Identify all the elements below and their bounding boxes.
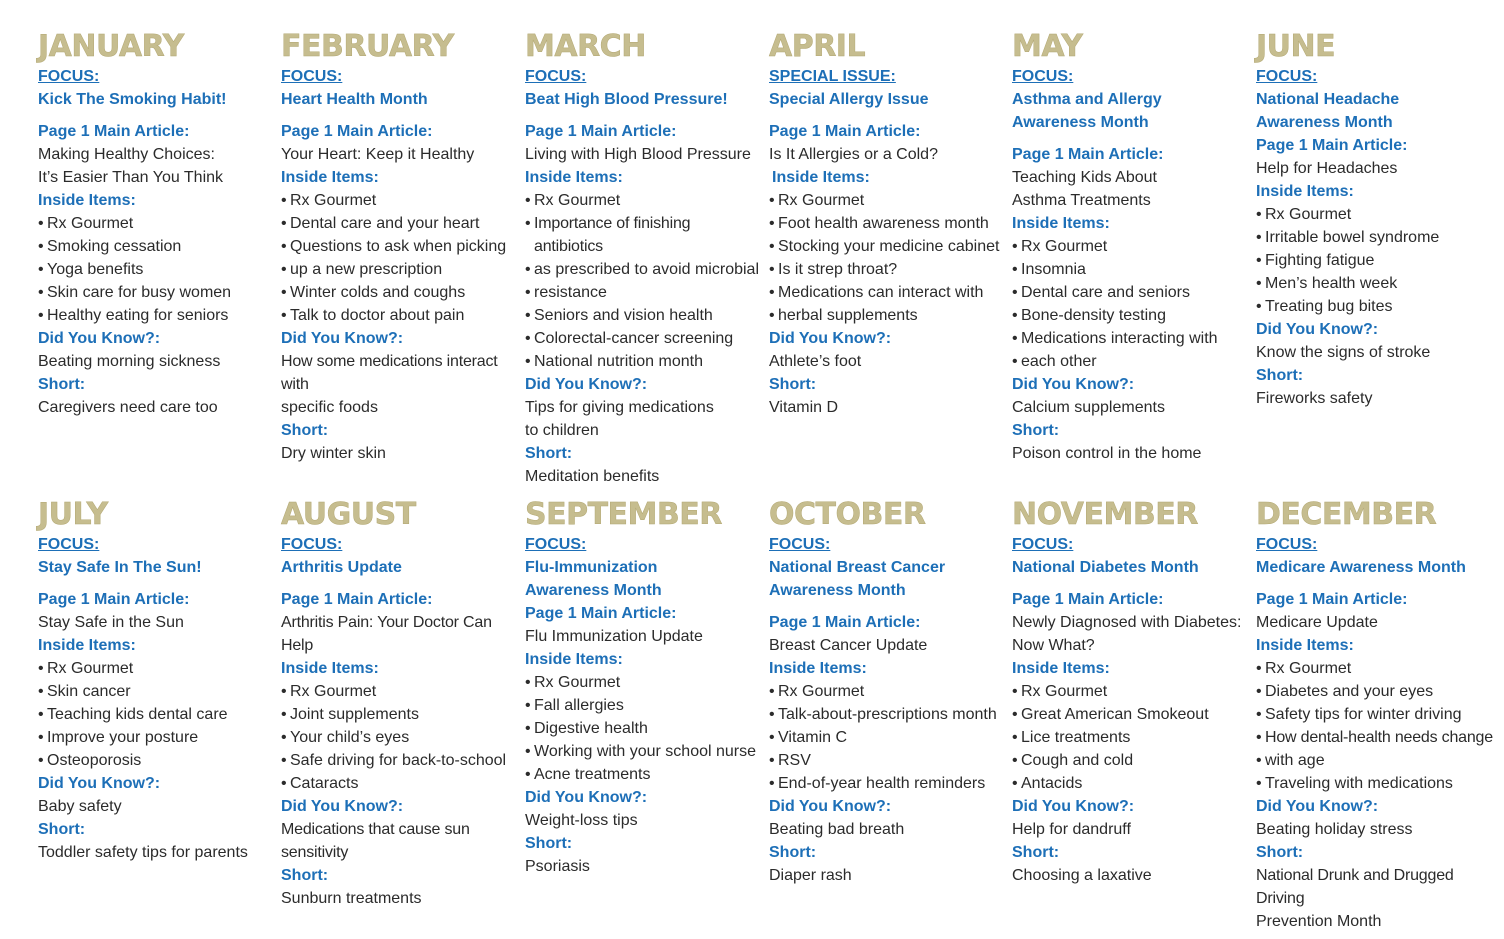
focus-text: National Headache bbox=[1256, 91, 1400, 108]
list-item: • Working with your school nurse bbox=[525, 740, 763, 763]
main-article-label: Page 1 Main Article: bbox=[1256, 591, 1408, 608]
focus-text: Flu-Immunization bbox=[525, 559, 658, 576]
short-text: Fireworks safety bbox=[1256, 390, 1373, 407]
list-item: • Men’s health week bbox=[1256, 272, 1494, 295]
list-item: • Rx Gourmet bbox=[769, 189, 1007, 212]
focus-label: FOCUS: bbox=[525, 68, 587, 85]
main-article-label: Page 1 Main Article: bbox=[525, 605, 677, 622]
list-item: • Antacids bbox=[1012, 772, 1250, 795]
focus-text: National Diabetes Month bbox=[1012, 559, 1199, 576]
list-item: • Acne treatments bbox=[525, 763, 763, 786]
focus-text: Awareness Month bbox=[769, 582, 906, 599]
short-label: Short: bbox=[1256, 844, 1304, 861]
list-item: • Rx Gourmet bbox=[769, 680, 1007, 703]
month-title: JUNE bbox=[1256, 29, 1336, 64]
list-item: • Irritable bowel syndrome bbox=[1256, 226, 1494, 249]
short-label: Short: bbox=[769, 376, 817, 393]
main-article-line: Breast Cancer Update bbox=[769, 637, 928, 654]
focus-label: FOCUS: bbox=[1256, 68, 1318, 85]
focus-text: Beat High Blood Pressure! bbox=[525, 91, 728, 108]
inside-items-list bbox=[281, 680, 519, 795]
inside-items-label: Inside Items: bbox=[281, 169, 379, 186]
list-item: • Skin cancer bbox=[38, 680, 276, 703]
short-label: Short: bbox=[525, 835, 573, 852]
month-title: SEPTEMBER bbox=[525, 497, 722, 532]
month-april bbox=[769, 31, 1007, 419]
list-item: • Medications can interact with bbox=[769, 281, 1007, 304]
focus-label: FOCUS: bbox=[769, 536, 831, 553]
list-item: • End-of-year health reminders bbox=[769, 772, 1007, 795]
month-title: APRIL bbox=[769, 29, 866, 64]
focus-label: FOCUS: bbox=[281, 68, 343, 85]
inside-items-label: Inside Items: bbox=[772, 169, 870, 186]
focus-text: Asthma and Allergy bbox=[1012, 91, 1162, 108]
list-item: • Safety tips for winter driving bbox=[1256, 703, 1494, 726]
main-article-label: Page 1 Main Article: bbox=[769, 614, 921, 631]
list-item: • Rx Gourmet bbox=[525, 671, 763, 694]
did-you-know-label: Did You Know?: bbox=[525, 789, 648, 806]
list-item: • Talk-about-prescriptions month bbox=[769, 703, 1007, 726]
focus-text: Medicare Awareness Month bbox=[1256, 559, 1466, 576]
focus-text: Awareness Month bbox=[1256, 114, 1393, 131]
inside-items-label: Inside Items: bbox=[1256, 183, 1354, 200]
did-you-know-label: Did You Know?: bbox=[525, 376, 648, 393]
month-october bbox=[769, 499, 1007, 887]
did-you-know-text: Baby safety bbox=[38, 798, 122, 815]
did-you-know-label: Did You Know?: bbox=[1256, 798, 1379, 815]
short-text: Sunburn treatments bbox=[281, 890, 422, 907]
list-item: • Great American Smokeout bbox=[1012, 703, 1250, 726]
focus-label: FOCUS: bbox=[1256, 536, 1318, 553]
main-article-line: Living with High Blood Pressure bbox=[525, 146, 751, 163]
list-item: • Safe driving for back-to-school bbox=[281, 749, 519, 772]
month-title: JANUARY bbox=[38, 29, 184, 64]
did-you-know-label: Did You Know?: bbox=[1256, 321, 1379, 338]
did-you-know-text: Medications that cause sun sensitivity bbox=[281, 821, 470, 861]
list-item: • Fighting fatigue bbox=[1256, 249, 1494, 272]
main-article-line: Stay Safe in the Sun bbox=[38, 614, 184, 631]
short-text: National Drunk and Drugged Driving bbox=[1256, 867, 1454, 907]
inside-items-label: Inside Items: bbox=[769, 660, 867, 677]
list-item: • Teaching kids dental care bbox=[38, 703, 276, 726]
list-item: • Rx Gourmet bbox=[38, 212, 276, 235]
main-article-line: Your Heart: Keep it Healthy bbox=[281, 146, 475, 163]
month-december bbox=[1256, 499, 1494, 933]
main-article-line: Arthritis Pain: Your Doctor Can Help bbox=[281, 614, 492, 654]
list-item: • Bone-density testing bbox=[1012, 304, 1250, 327]
short-label: Short: bbox=[769, 844, 817, 861]
month-january bbox=[38, 31, 276, 419]
focus-label: FOCUS: bbox=[38, 68, 100, 85]
list-item: • Rx Gourmet bbox=[281, 189, 519, 212]
list-item: • Importance of finishing antibiotics bbox=[525, 212, 763, 258]
list-item: • How dental-health needs change bbox=[1256, 726, 1494, 749]
short-text: Choosing a laxative bbox=[1012, 867, 1152, 884]
month-february bbox=[281, 31, 519, 465]
inside-items-label: Inside Items: bbox=[281, 660, 379, 677]
focus-label: FOCUS: bbox=[1012, 68, 1074, 85]
did-you-know-text: Help for dandruff bbox=[1012, 821, 1131, 838]
list-item: • Skin care for busy women bbox=[38, 281, 276, 304]
month-may bbox=[1012, 31, 1250, 465]
did-you-know-label: Did You Know?: bbox=[38, 775, 161, 792]
did-you-know-label: Did You Know?: bbox=[769, 330, 892, 347]
main-article-line: Teaching Kids About bbox=[1012, 169, 1157, 186]
short-text: Psoriasis bbox=[525, 858, 590, 875]
focus-text: Arthritis Update bbox=[281, 559, 402, 576]
short-text: Dry winter skin bbox=[281, 445, 386, 462]
month-title: NOVEMBER bbox=[1012, 497, 1198, 532]
main-article-label: Page 1 Main Article: bbox=[1012, 591, 1164, 608]
list-item-continued: • herbal supplements bbox=[769, 304, 1007, 327]
main-article-label: Page 1 Main Article: bbox=[1012, 146, 1164, 163]
inside-items-label: Inside Items: bbox=[525, 169, 623, 186]
main-article-label: Page 1 Main Article: bbox=[38, 591, 190, 608]
inside-items-list bbox=[1012, 680, 1250, 795]
month-september bbox=[525, 499, 763, 878]
did-you-know-text: Calcium supplements bbox=[1012, 399, 1165, 416]
list-item: • Joint supplements bbox=[281, 703, 519, 726]
main-article-label: Page 1 Main Article: bbox=[525, 123, 677, 140]
list-item: • National nutrition month bbox=[525, 350, 763, 373]
did-you-know-text: specific foods bbox=[281, 399, 378, 416]
list-item: • RSV bbox=[769, 749, 1007, 772]
month-july bbox=[38, 499, 276, 864]
month-title: DECEMBER bbox=[1256, 497, 1437, 532]
inside-items-list bbox=[38, 212, 276, 327]
inside-items-list bbox=[1256, 657, 1494, 795]
focus-text: National Breast Cancer bbox=[769, 559, 946, 576]
short-text: Diaper rash bbox=[769, 867, 852, 884]
inside-items-label: Inside Items: bbox=[1012, 215, 1110, 232]
list-item: • Dental care and your heart bbox=[281, 212, 519, 235]
list-item-continued: • as prescribed to avoid microbial bbox=[525, 258, 763, 281]
list-item: • Rx Gourmet bbox=[281, 680, 519, 703]
inside-items-list bbox=[1012, 235, 1250, 373]
did-you-know-text: How some medications interact with bbox=[281, 353, 498, 393]
short-text: Caregivers need care too bbox=[38, 399, 218, 416]
list-item: • Rx Gourmet bbox=[525, 189, 763, 212]
list-item: • Winter colds and coughs bbox=[281, 281, 519, 304]
list-item: • Your child’s eyes bbox=[281, 726, 519, 749]
list-item: • Medications interacting with bbox=[1012, 327, 1250, 350]
inside-items-list bbox=[1256, 203, 1494, 318]
focus-label: FOCUS: bbox=[38, 536, 100, 553]
list-item: • Rx Gourmet bbox=[38, 657, 276, 680]
did-you-know-text: Know the signs of stroke bbox=[1256, 344, 1431, 361]
main-article-line: It’s Easier Than You Think bbox=[38, 169, 224, 186]
focus-text: Awareness Month bbox=[525, 582, 662, 599]
inside-items-list bbox=[769, 189, 1007, 327]
month-title: FEBRUARY bbox=[281, 29, 454, 64]
did-you-know-label: Did You Know?: bbox=[769, 798, 892, 815]
month-november bbox=[1012, 499, 1250, 887]
list-item: • Insomnia bbox=[1012, 258, 1250, 281]
special-issue-label: SPECIAL ISSUE: bbox=[769, 68, 896, 85]
list-item: • Fall allergies bbox=[525, 694, 763, 717]
month-august bbox=[281, 499, 519, 910]
list-item: • Improve your posture bbox=[38, 726, 276, 749]
short-text: Poison control in the home bbox=[1012, 445, 1202, 462]
list-item: • Traveling with medications bbox=[1256, 772, 1494, 795]
list-item-continued: • up a new prescription bbox=[281, 258, 519, 281]
focus-text: Stay Safe In The Sun! bbox=[38, 559, 202, 576]
list-item: • Diabetes and your eyes bbox=[1256, 680, 1494, 703]
inside-items-label: Inside Items: bbox=[38, 192, 136, 209]
list-item: • Colorectal-cancer screening bbox=[525, 327, 763, 350]
list-item: • Talk to doctor about pain bbox=[281, 304, 519, 327]
inside-items-label: Inside Items: bbox=[525, 651, 623, 668]
focus-text: Kick The Smoking Habit! bbox=[38, 91, 227, 108]
did-you-know-text: Tips for giving medications bbox=[525, 399, 714, 416]
list-item: • Cough and cold bbox=[1012, 749, 1250, 772]
list-item: • Stocking your medicine cabinet bbox=[769, 235, 1007, 258]
did-you-know-text: to children bbox=[525, 422, 599, 439]
short-label: Short: bbox=[1256, 367, 1304, 384]
inside-items-list bbox=[525, 189, 763, 373]
list-item-continued: • resistance bbox=[525, 281, 763, 304]
month-title: OCTOBER bbox=[769, 497, 926, 532]
short-text: Meditation benefits bbox=[525, 468, 660, 485]
list-item: • Vitamin C bbox=[769, 726, 1007, 749]
short-label: Short: bbox=[281, 422, 329, 439]
focus-text: Heart Health Month bbox=[281, 91, 428, 108]
month-title: AUGUST bbox=[281, 497, 416, 532]
list-item: • Smoking cessation bbox=[38, 235, 276, 258]
month-title: MARCH bbox=[525, 29, 646, 64]
main-article-line: Help for Headaches bbox=[1256, 160, 1398, 177]
did-you-know-label: Did You Know?: bbox=[1012, 376, 1135, 393]
inside-items-list bbox=[38, 657, 276, 772]
main-article-line: Medicare Update bbox=[1256, 614, 1378, 631]
list-item: • Healthy eating for seniors bbox=[38, 304, 276, 327]
month-june bbox=[1256, 31, 1494, 410]
list-item: • Lice treatments bbox=[1012, 726, 1250, 749]
list-item: • Questions to ask when picking bbox=[281, 235, 519, 258]
inside-items-list bbox=[525, 671, 763, 786]
list-item: • Yoga benefits bbox=[38, 258, 276, 281]
main-article-line: Flu Immunization Update bbox=[525, 628, 703, 645]
list-item: • Cataracts bbox=[281, 772, 519, 795]
short-text: Vitamin D bbox=[769, 399, 839, 416]
inside-items-list bbox=[281, 189, 519, 327]
short-label: Short: bbox=[1012, 422, 1060, 439]
inside-items-list bbox=[769, 680, 1007, 795]
inside-items-label: Inside Items: bbox=[1012, 660, 1110, 677]
did-you-know-label: Did You Know?: bbox=[1012, 798, 1135, 815]
short-label: Short: bbox=[38, 376, 86, 393]
short-text: Prevention Month bbox=[1256, 913, 1382, 930]
main-article-label: Page 1 Main Article: bbox=[38, 123, 190, 140]
main-article-line: Now What? bbox=[1012, 637, 1095, 654]
inside-items-label: Inside Items: bbox=[1256, 637, 1354, 654]
list-item: • Treating bug bites bbox=[1256, 295, 1494, 318]
did-you-know-text: Athlete’s foot bbox=[769, 353, 862, 370]
focus-label: FOCUS: bbox=[281, 536, 343, 553]
main-article-label: Page 1 Main Article: bbox=[281, 591, 433, 608]
list-item: • Foot health awareness month bbox=[769, 212, 1007, 235]
inside-items-label: Inside Items: bbox=[38, 637, 136, 654]
short-label: Short: bbox=[525, 445, 573, 462]
main-article-line: Newly Diagnosed with Diabetes: bbox=[1012, 614, 1242, 631]
list-item: • Rx Gourmet bbox=[1256, 657, 1494, 680]
focus-text: Awareness Month bbox=[1012, 114, 1149, 131]
focus-text: Special Allergy Issue bbox=[769, 91, 929, 108]
main-article-line: Asthma Treatments bbox=[1012, 192, 1151, 209]
short-text: Toddler safety tips for parents bbox=[38, 844, 248, 861]
main-article-line: Making Healthy Choices: bbox=[38, 146, 215, 163]
main-article-line: Is It Allergies or a Cold? bbox=[769, 146, 938, 163]
main-article-label: Page 1 Main Article: bbox=[281, 123, 433, 140]
main-article-label: Page 1 Main Article: bbox=[1256, 137, 1408, 154]
short-label: Short: bbox=[38, 821, 86, 838]
did-you-know-label: Did You Know?: bbox=[38, 330, 161, 347]
list-item-continued: • with age bbox=[1256, 749, 1494, 772]
focus-label: FOCUS: bbox=[1012, 536, 1074, 553]
short-label: Short: bbox=[281, 867, 329, 884]
list-item: • Rx Gourmet bbox=[1012, 235, 1250, 258]
list-item: • Rx Gourmet bbox=[1012, 680, 1250, 703]
month-title: MAY bbox=[1012, 29, 1083, 64]
focus-label: FOCUS: bbox=[525, 536, 587, 553]
list-item: • Seniors and vision health bbox=[525, 304, 763, 327]
main-article-label: Page 1 Main Article: bbox=[769, 123, 921, 140]
did-you-know-text: Weight-loss tips bbox=[525, 812, 638, 829]
list-item-continued: • each other bbox=[1012, 350, 1250, 373]
month-march bbox=[525, 31, 763, 488]
list-item: • Dental care and seniors bbox=[1012, 281, 1250, 304]
list-item: • Digestive health bbox=[525, 717, 763, 740]
did-you-know-label: Did You Know?: bbox=[281, 798, 404, 815]
did-you-know-label: Did You Know?: bbox=[281, 330, 404, 347]
did-you-know-text: Beating morning sickness bbox=[38, 353, 221, 370]
short-label: Short: bbox=[1012, 844, 1060, 861]
list-item: • Is it strep throat? bbox=[769, 258, 1007, 281]
did-you-know-text: Beating holiday stress bbox=[1256, 821, 1413, 838]
list-item: • Rx Gourmet bbox=[1256, 203, 1494, 226]
month-title: JULY bbox=[38, 497, 108, 532]
did-you-know-text: Beating bad breath bbox=[769, 821, 905, 838]
list-item: • Osteoporosis bbox=[38, 749, 276, 772]
